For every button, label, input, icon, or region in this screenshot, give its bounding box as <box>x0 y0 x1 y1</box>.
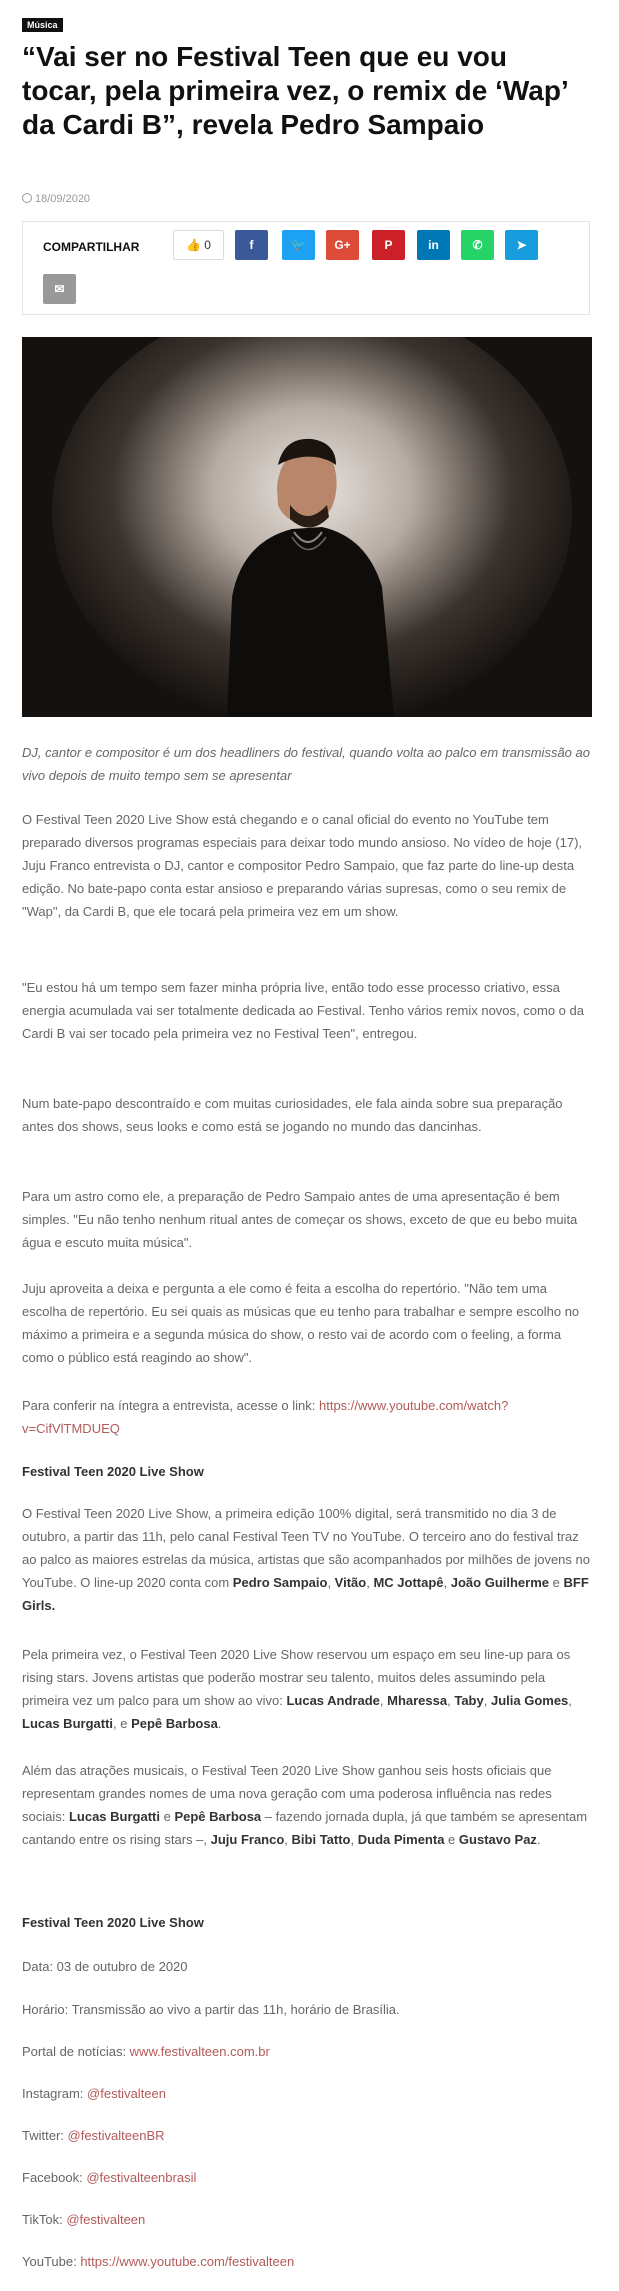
share-label: COMPARTILHAR <box>43 240 140 254</box>
paragraph-6 <box>22 1394 592 1440</box>
clock-icon <box>22 193 32 203</box>
artist-name: Pedro Sampaio <box>232 1575 328 1590</box>
separator: , <box>443 1575 451 1590</box>
twitter-icon: 🐦 <box>291 238 306 252</box>
paragraph-9 <box>22 1759 592 1851</box>
info-line <box>22 2124 592 2147</box>
separator: , <box>568 1693 572 1708</box>
rising-star-name: Lucas Andrade <box>286 1693 380 1708</box>
info-line <box>22 2250 592 2273</box>
info-label: Twitter: <box>22 2128 68 2143</box>
paragraph-3: Num bate-papo descontraído e com muitas curiosidades, ele fala ainda sobre sua preparação antes dos shows, seus looks e como está se jogando no mundo das dancinhas. <box>22 1096 563 1134</box>
info-line <box>22 1998 592 2021</box>
publish-date <box>22 192 90 205</box>
paragraph-9-text: Além das atrações musicais, o Festival Teen 2020 Live Show ganhou seis hosts oficiais que representam grandes nomes de uma nova geração com uma poderosa influência nas redes sociais: <box>22 1763 552 1824</box>
info-link[interactable]: @festivalteenBR <box>67 2128 165 2143</box>
host-name: Juju Franco <box>210 1832 285 1847</box>
separator: , <box>366 1575 374 1590</box>
info-label: YouTube: <box>22 2254 81 2269</box>
info-line <box>22 2040 592 2063</box>
facebook-share-button[interactable] <box>235 230 268 260</box>
google-plus-share-button[interactable] <box>326 230 359 260</box>
separator: , <box>327 1575 335 1590</box>
info-line <box>22 2082 592 2105</box>
telegram-icon: ➤ <box>516 238 527 252</box>
separator: e <box>549 1575 564 1590</box>
separator: , <box>284 1832 292 1847</box>
rising-star-name: Pepê Barbosa <box>131 1716 218 1731</box>
paragraph-8-text: Pela primeira vez, o Festival Teen 2020 Live Show reservou um espaço em seu line-up para os rising stars. Jovens artistas que poderão mostrar seu talento, muitos deles assumindo pela primeira vez um palco para um show ao vivo: <box>22 1647 571 1708</box>
rising-star-name: Mharessa <box>387 1693 448 1708</box>
period: . <box>217 1716 222 1731</box>
section-heading-1: Festival Teen 2020 Live Show <box>22 1464 204 1479</box>
separator: , <box>447 1693 455 1708</box>
article-title: “Vai ser no Festival Teen que eu vou tocar, pela primeira vez, o remix de ‘Wap’ da Cardi B”, revela Pedro Sampaio <box>22 41 568 140</box>
pinterest-icon: P <box>384 238 393 252</box>
telegram-share-button[interactable] <box>505 230 538 260</box>
share-box <box>22 221 590 315</box>
separator: , <box>350 1832 358 1847</box>
thumbs-up-icon: 👍 <box>186 238 201 252</box>
email-share-button[interactable] <box>43 274 76 304</box>
info-label: TikTok: <box>22 2212 67 2227</box>
info-link[interactable]: @festivalteen <box>66 2212 146 2227</box>
info-label: Instagram: <box>22 2086 88 2101</box>
info-label: Facebook: <box>22 2170 87 2185</box>
photo-illustration <box>22 337 592 717</box>
separator: , <box>379 1693 388 1708</box>
linkedin-share-button[interactable] <box>417 230 450 260</box>
info-label: Data: 03 de outubro de 2020 <box>22 1959 188 1974</box>
paragraph-4: Para um astro como ele, a preparação de Pedro Sampaio antes de uma apresentação é bem simples. "Eu não tenho nenhum ritual antes de começar os shows, exceto de que eu bebo muita água e escuto muita música". <box>22 1189 578 1250</box>
whatsapp-icon: ✆ <box>472 238 483 252</box>
rising-star-name: Taby <box>454 1693 484 1708</box>
artist-name: MC Jottapê <box>373 1575 444 1590</box>
twitter-share-button[interactable] <box>282 230 315 260</box>
info-link[interactable]: @festivalteen <box>87 2086 166 2101</box>
info-line <box>22 2166 592 2189</box>
facebook-icon: f <box>249 238 254 252</box>
rising-star-name: Julia Gomes <box>490 1693 569 1708</box>
host-name: Lucas Burgatti <box>68 1809 160 1824</box>
host-name: Bibi Tatto <box>291 1832 351 1847</box>
paragraph-1: O Festival Teen 2020 Live Show está chegando e o canal oficial do evento no YouTube tem preparado diversos programas especiais para deixar todo mundo ansioso. No vídeo de hoje (17), Juju Franco entrevista o DJ, cantor e compositor Pedro Sampaio, que faz parte do line-up desta edição. No bate-papo conta estar ansioso e preparando várias supresas, como o seu remix de "Wap", da Cardi B, que ele tocará pela primeira vez em um show. <box>22 812 583 919</box>
paragraph-7-text: O Festival Teen 2020 Live Show, a primeira edição 100% digital, será transmitido no dia 3 de outubro, a partir das 11h, pelo canal Festival Teen TV no YouTube. O terceiro ano do festival traz ao palco as maiores estrelas da música, artistas que são acompanhados por milhões de jovens no YouTube. O line-up 2020 conta com <box>22 1506 590 1590</box>
youtube-interview-link[interactable]: https://www.youtube.com/watch?v=CifVlTMDUEQ <box>22 1398 509 1436</box>
host-name: Duda Pimenta <box>357 1832 445 1847</box>
paragraph-9-text: – fazendo jornada dupla, já que também se apresentam cantando entre os rising stars –, <box>22 1809 588 1847</box>
info-line <box>22 2208 592 2231</box>
info-line <box>22 1955 592 1978</box>
and-word: e <box>120 1716 132 1731</box>
like-count: 0 <box>204 238 211 252</box>
info-link[interactable]: https://www.youtube.com/festivalteen <box>80 2254 295 2269</box>
info-label: Portal de notícias: <box>22 2044 130 2059</box>
whatsapp-share-button[interactable] <box>461 230 494 260</box>
separator: e <box>444 1832 459 1847</box>
separator: , <box>483 1693 491 1708</box>
info-link[interactable]: www.festivalteen.com.br <box>129 2044 270 2059</box>
period: . <box>536 1832 541 1847</box>
paragraph-8 <box>22 1643 592 1735</box>
publish-date-text: 18/09/2020 <box>35 193 91 205</box>
linkedin-icon: in <box>428 238 439 252</box>
separator: e <box>159 1809 175 1824</box>
like-button[interactable] <box>173 230 224 260</box>
separator: , <box>113 1716 121 1731</box>
paragraph-2: "Eu estou há um tempo sem fazer minha própria live, então todo esse processo criativo, essa energia acumulada vai ser totalmente dedicada ao Festival. Tenho vários remix novos, como o da Cardi B vai ser tocado pela primeira vez no Festival Teen", entregou. <box>22 980 584 1041</box>
info-link[interactable]: @festivalteenbrasil <box>86 2170 197 2185</box>
info-label: Horário: Transmissão ao vivo a partir das 11h, horário de Brasília. <box>22 2002 400 2017</box>
email-icon: ✉ <box>54 282 65 296</box>
google-plus-icon: G+ <box>334 238 351 252</box>
host-name: Pepê Barbosa <box>174 1809 262 1824</box>
pinterest-share-button[interactable] <box>372 230 405 260</box>
paragraph-7 <box>22 1502 592 1617</box>
photo-caption: DJ, cantor e compositor é um dos headliners do festival, quando volta ao palco em transmissão ao vivo depois de muito tempo sem se apresentar <box>22 745 590 783</box>
category-badge[interactable]: Música <box>22 18 63 32</box>
article-photo <box>22 337 592 717</box>
paragraph-5: Juju aproveita a deixa e pergunta a ele como é feita a escolha do repertório. "Não tem uma escolha de repertório. Eu sei quais as músicas que eu tenho para trabalhar e sempre escolho no máximo a primeira e a segunda música do show, o resto vai de acordo com o feeling, a forma como o público está reagindo ao show". <box>22 1281 580 1365</box>
artist-name: Vitão <box>334 1575 367 1590</box>
host-name: Gustavo Paz <box>458 1832 537 1847</box>
artist-name: João Guilherme <box>450 1575 550 1590</box>
section-heading-2: Festival Teen 2020 Live Show <box>22 1915 204 1930</box>
artist-name: BFF Girls. <box>22 1575 589 1613</box>
paragraph-6-text: Para conferir na íntegra a entrevista, acesse o link: <box>22 1398 319 1413</box>
rising-star-name: Lucas Burgatti <box>22 1716 114 1731</box>
